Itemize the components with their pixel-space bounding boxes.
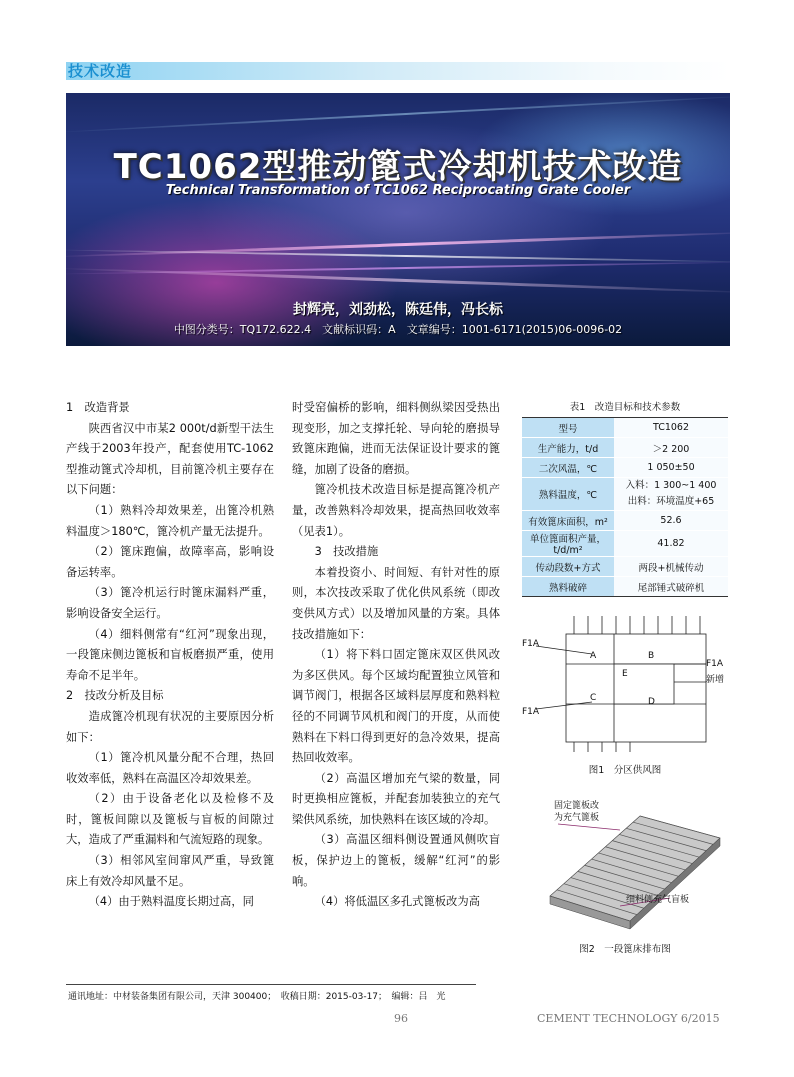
table-cell-label: 熟料温度，℃	[522, 478, 614, 511]
bottom-pipes	[574, 742, 630, 752]
table-cell-value: 1 050±50	[614, 458, 728, 478]
table-row	[522, 557, 728, 577]
table-cell-value: 52.6	[614, 511, 728, 531]
table-cell-label: 型号	[522, 418, 614, 438]
paragraph: （4）由于熟料温度长期过高，同	[88, 895, 254, 909]
table-cell-label: 传动段数+方式	[522, 557, 614, 577]
table-cell-value: 41.82	[614, 531, 728, 557]
paragraph: 篦冷机技术改造目标是提高篦冷机产量，改善熟料冷却效果，提高热回收效率（见表1）。	[292, 483, 500, 538]
table-row	[522, 531, 728, 557]
table-cell-label: 二次风温，℃	[522, 458, 614, 478]
section-band	[66, 62, 730, 80]
table-cell-value-line: 出料：环境温度+65	[627, 496, 715, 507]
figure2-caption: 图2 一段篦床排布图	[579, 944, 671, 955]
paragraph: （1）篦冷机风量分配不合理，热回收效率低，熟料在高温区冷却效果差。	[66, 751, 274, 785]
table-cell-value-line: 入料：1 300~1 400	[625, 480, 717, 491]
footer-info: 通讯地址：中材装备集团有限公司，天津 300400； 收稿日期：2015-03-17； 编辑：吕 光	[68, 992, 446, 1002]
paragraph: （2）篦床跑偏，故障率高，影响设备运转率。	[66, 545, 274, 579]
table-cell-value: ＞2 200	[614, 438, 728, 458]
table-row	[522, 438, 728, 458]
table-title: 表1 改造目标和技术参数	[569, 402, 681, 413]
paragraph: （2）由于设备老化以及检修不及时，篦板间隙以及篦板与盲板的间隙过大，造成了严重漏料和气流短路的现象。	[66, 792, 274, 847]
paragraph: 造成篦冷机现有状况的主要原因分析如下：	[66, 709, 274, 744]
zone-air-supply-figure	[516, 604, 728, 754]
label-f1a-top: F1A	[522, 639, 540, 649]
article-subtitle: Technical Transformation of TC1062 Reciprocating Grate Cooler	[165, 183, 631, 198]
label-fixed-grate-2: 为充气篦板	[554, 813, 600, 823]
article-authors: 封辉亮，刘劲松，陈廷伟，冯长标	[293, 302, 503, 318]
paragraph: （3）高温区细料侧设置通风侧吹盲板，保护边上的篦板，缓解“红河”的影响。	[292, 833, 500, 888]
title-banner	[66, 93, 730, 346]
table-cell-value	[614, 478, 728, 511]
zone-d: D	[648, 697, 655, 707]
paragraph: 陕西省汉中市某2 000t/d新型干法生产线于2003年投产，配套使用TC-1062型推动篦式冷却机，目前篦冷机主要存在以下问题：	[66, 421, 274, 497]
journal-name: CEMENT TECHNOLOGY 6/2015	[537, 1012, 720, 1025]
page-number: 96	[394, 1012, 408, 1025]
text-column-1	[66, 398, 274, 913]
label-f1a-right: F1A	[706, 659, 724, 669]
figure1-caption: 图1 分区供风图	[588, 765, 662, 776]
footer-rule	[66, 984, 476, 985]
label-fixed-grate: 固定篦板改	[554, 801, 600, 811]
table-cell-value: 尾部锤式破碎机	[614, 577, 728, 597]
table-row	[522, 478, 728, 511]
paragraph: 2 技改分析及目标	[66, 689, 164, 703]
zone-c: C	[590, 693, 597, 703]
top-pipes	[574, 616, 700, 634]
table-cell-label: 单位篦面积产量，t/d/m²	[522, 531, 614, 557]
paragraph: 1 改造背景	[66, 401, 130, 414]
paragraph: （1）将下料口固定篦床双区供风改为多区供风。每个区域均配置独立风管和调节阀门，根据各区域料层厚度和熟料粒径的不同调节风机和阀门的开度，从而使熟料在下料口得到更好的急冷效果，提高热回收效率。	[292, 648, 500, 765]
paragraph: （3）相邻风室间窜风严重，导致篦床上有效冷却风量不足。	[66, 854, 274, 888]
label-blind-plate: 细料侧充气盲板	[626, 895, 690, 905]
grate-layout-figure	[520, 796, 730, 936]
table-cell-label: 熟料破碎	[522, 577, 614, 597]
paragraph: （4）将低温区多孔式篦板改为高	[314, 895, 480, 909]
zone-a: A	[590, 651, 597, 661]
table-row	[522, 511, 728, 531]
paragraph: 本着投资小、时间短、有针对性的原则，本次技改采取了优化供风系统（即改变供风方式）以及增加风量的方案。具体技改措施如下：	[292, 565, 500, 641]
article-title: TC1062型推动篦式冷却机技术改造	[113, 147, 683, 187]
label-new: 新增	[706, 675, 725, 685]
label-f1a-bottom: F1A	[522, 707, 540, 717]
table-cell-label: 生产能力，t/d	[522, 438, 614, 458]
zone-b: B	[648, 651, 655, 661]
classification-info: 中图分类号：TQ172.622.4 文献标识码：A 文章编号：1001-6171(2015)06-0096-02	[173, 323, 623, 336]
table-row	[522, 418, 728, 438]
params-table	[522, 417, 728, 597]
table-cell-value: TC1062	[614, 418, 728, 438]
text-column-2	[292, 398, 500, 913]
zone-e: E	[622, 669, 628, 679]
section-label: 技术改造	[68, 62, 133, 80]
paragraph: （1）熟料冷却效果差，出篦冷机熟料温度＞180℃，篦冷机产量无法提升。	[66, 503, 274, 538]
paragraph: （4）细料侧常有“红河”现象出现，一段篦床侧边篦板和盲板磨损严重，使用寿命不足半年。	[66, 627, 274, 682]
grate-bed-3d	[550, 816, 720, 929]
table-cell-value: 两段+机械传动	[614, 557, 728, 577]
paragraph: （3）篦冷机运行时篦床漏料严重，影响设备安全运行。	[66, 586, 274, 620]
paragraph: （2）高温区增加充气梁的数量，同时更换相应篦板，并配套加装独立的充气梁供风系统，加快熟料在该区域的冷却。	[292, 771, 500, 826]
table-row	[522, 458, 728, 478]
table-row	[522, 577, 728, 597]
paragraph: 3 技改措施	[314, 545, 379, 559]
table-cell-label: 有效篦床面积，m²	[522, 511, 614, 531]
paragraph: 时受窑偏桥的影响，细料侧纵梁因受热出现变形，加之支撑托轮、导向轮的磨损导致篦床跑偏，进而无法保证设计要求的篦缝，加剧了设备的磨损。	[292, 401, 500, 476]
